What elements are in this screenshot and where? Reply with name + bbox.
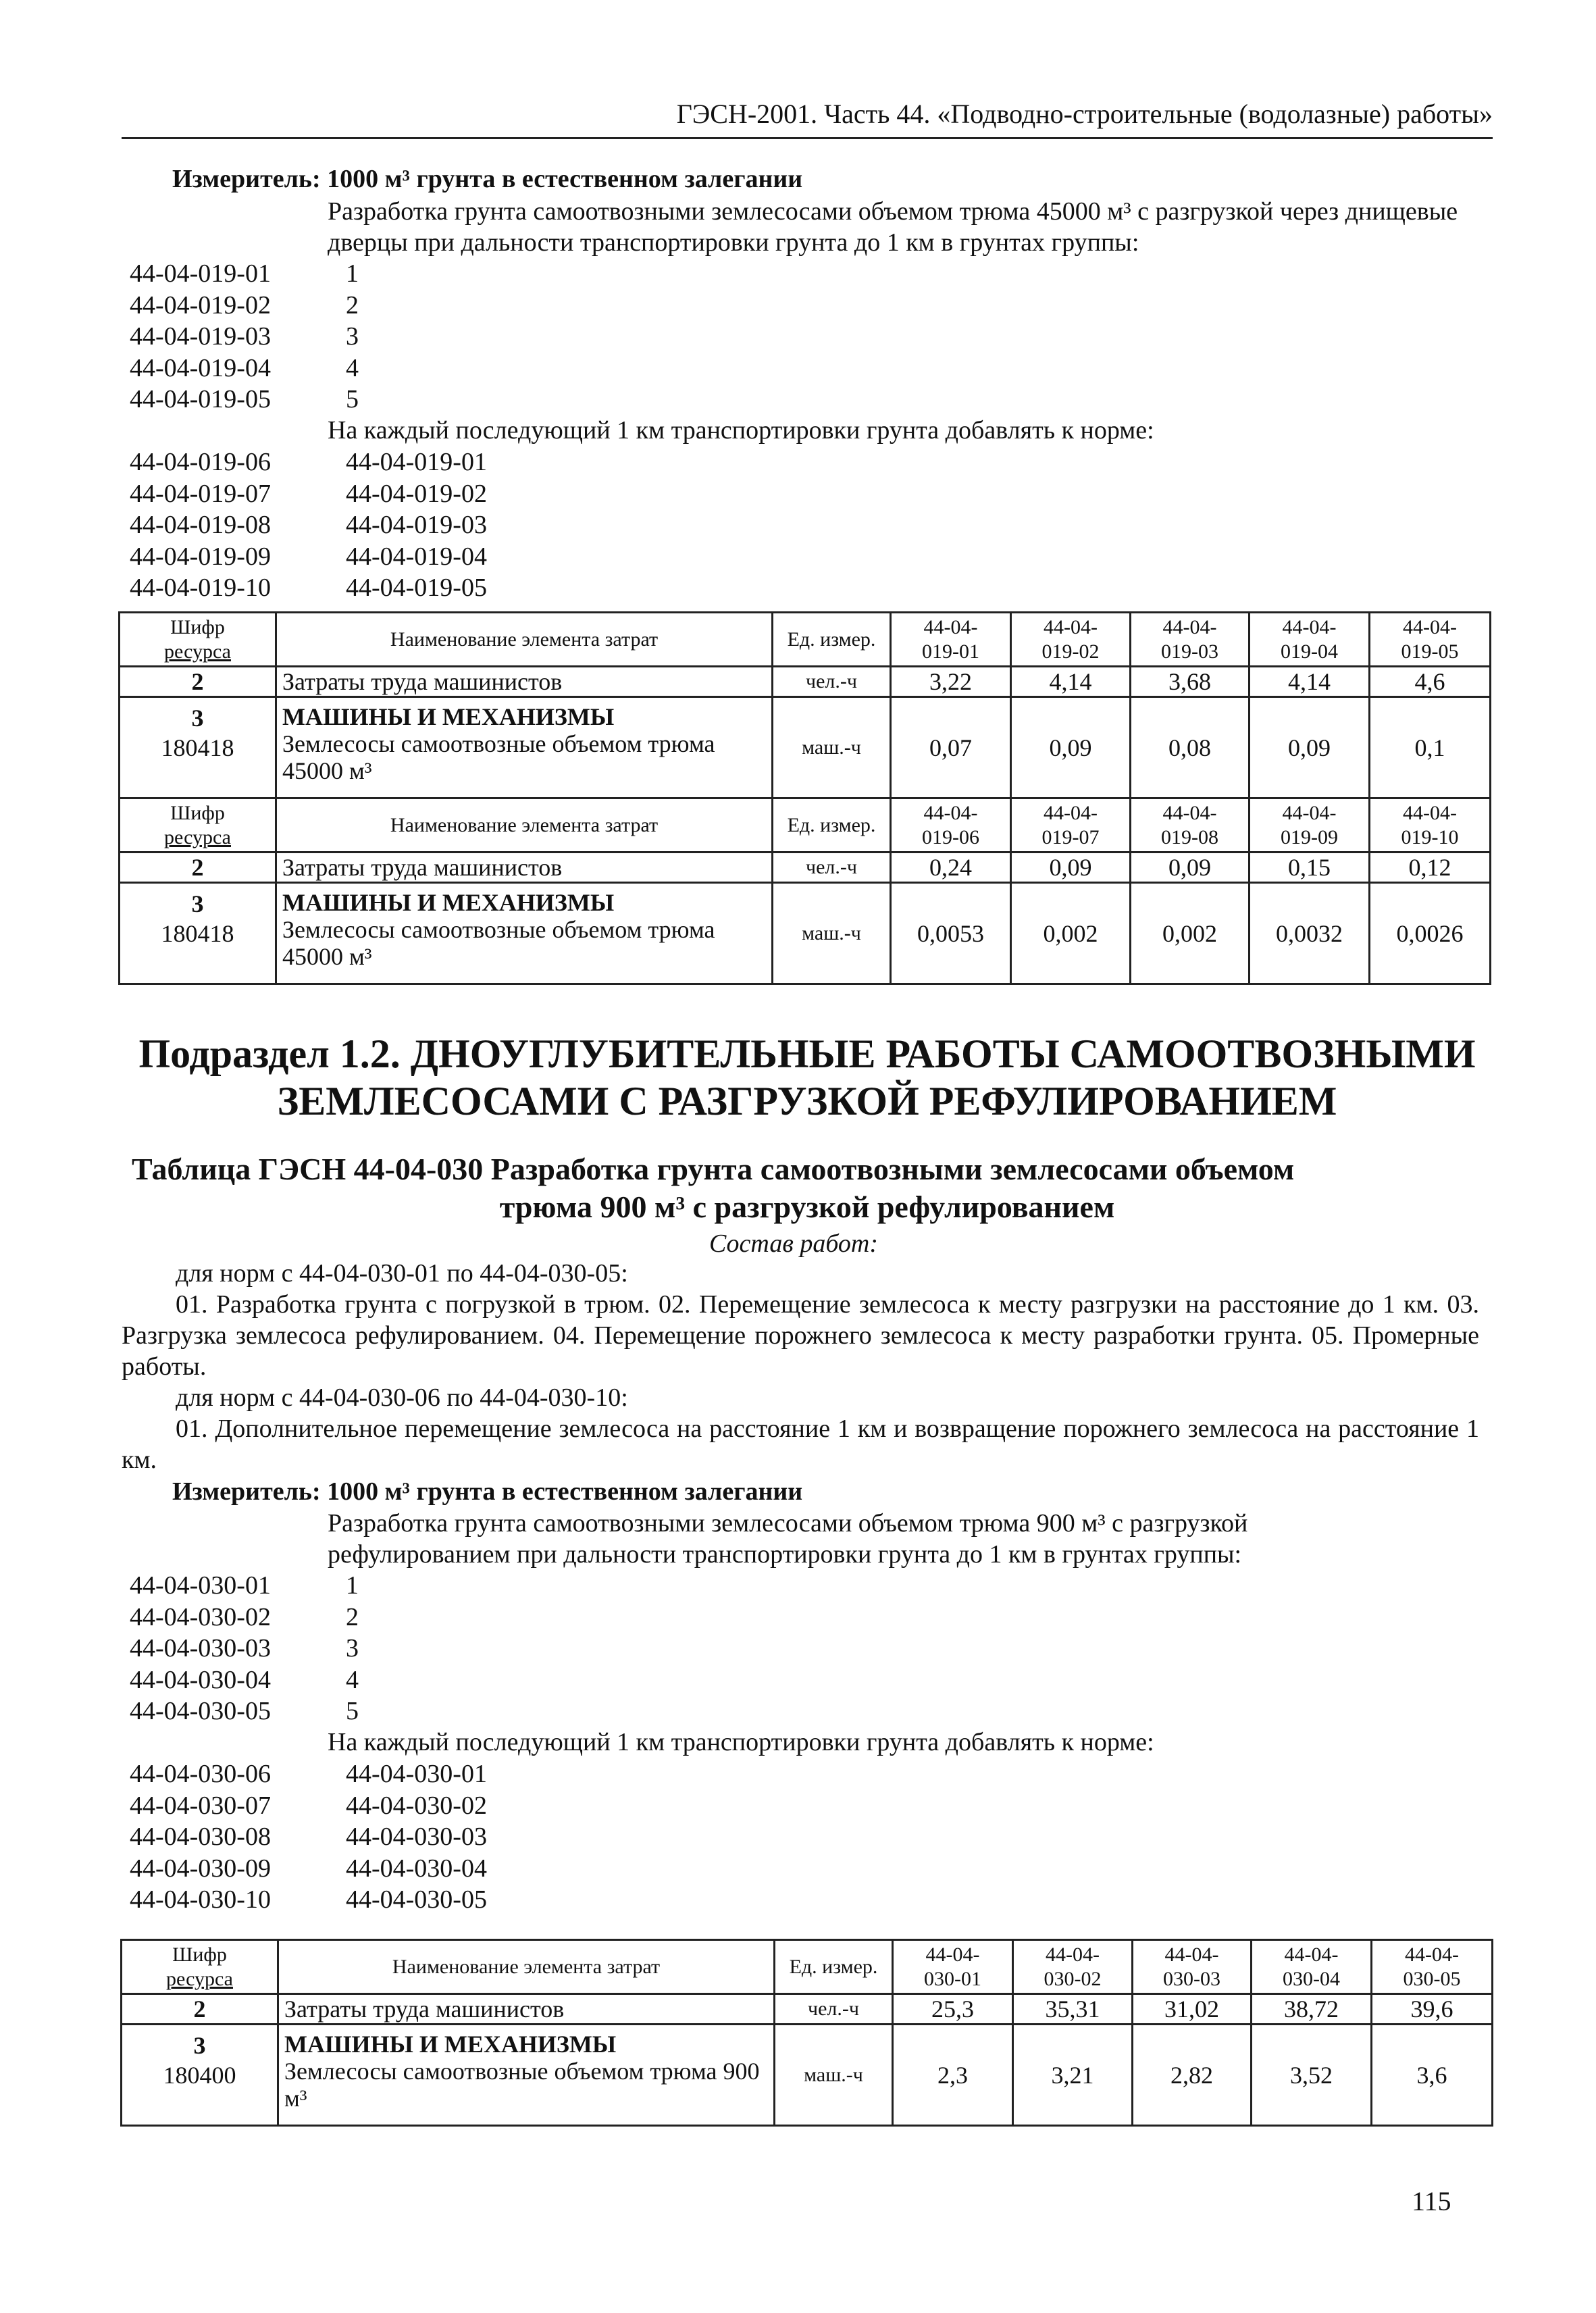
resource-name: МАШИНЫ И МЕХАНИЗМЫ Землесосы самоотвозные объемом трюма 45000 м³ — [276, 883, 773, 984]
resource-name: Затраты труда машинистов — [276, 853, 773, 883]
col-header: 44-04- 019-03 — [1131, 613, 1250, 667]
code-row: 44-04-030-07 44-04-030-02 — [130, 1791, 487, 1820]
code-row: 44-04-019-05 5 — [130, 385, 359, 413]
measure-label: Измеритель: — [172, 1477, 321, 1506]
section1-groups — [130, 258, 359, 415]
col-header: 44-04- 030-03 — [1133, 1940, 1252, 1994]
col-header: 44-04- 030-01 — [893, 1940, 1013, 1994]
name-header: Наименование элемента затрат — [276, 613, 773, 667]
code-row: 44-04-019-09 44-04-019-04 — [130, 542, 487, 571]
table-cell: 0,1 — [1370, 697, 1491, 798]
table-cell: 2,3 — [893, 2025, 1013, 2126]
resource-unit: маш.-ч — [773, 883, 891, 984]
measure-line-1 — [172, 164, 802, 194]
code-row: 44-04-019-10 44-04-019-05 — [130, 574, 487, 602]
measure-label: Измеритель: — [172, 165, 321, 193]
table-cell: 3,22 — [891, 667, 1011, 697]
page-number: 115 — [1412, 2186, 1451, 2216]
table-cell: 0,09 — [1011, 697, 1131, 798]
resource-code: 3 180400 — [122, 2025, 278, 2126]
table-cell: 0,0032 — [1250, 883, 1370, 984]
table-cell: 35,31 — [1013, 1994, 1133, 2025]
table-title-line: Таблица ГЭСН 44-04-030 Разработка грунта самоотвозными землесосами объемом — [132, 1152, 1295, 1186]
section2-description: Разработка грунта самоотвозными землесосами объемом трюма 900 м³ с разгрузкой рефулированием при дальности транспортировки грунта до 1 км в грунтах группы: — [328, 1509, 1248, 1569]
code-row: 44-04-019-01 1 — [130, 259, 359, 288]
table-cell: 0,07 — [891, 697, 1011, 798]
table-cell: 0,15 — [1250, 853, 1370, 883]
code-row: 44-04-019-06 44-04-019-01 — [130, 448, 487, 476]
col-header: 44-04- 019-06 — [891, 798, 1011, 853]
table-cell: 4,6 — [1370, 667, 1491, 697]
code-row: 44-04-019-03 3 — [130, 322, 359, 351]
resource-unit: маш.-ч — [773, 697, 891, 798]
measure-value: 1000 м³ грунта в естественном залегании — [327, 1477, 803, 1506]
cipher-header: Шифр ресурса — [120, 613, 276, 667]
name-header: Наименование элемента затрат — [278, 1940, 775, 1994]
resource-code: 3 180418 — [120, 883, 276, 984]
resource-name: Затраты труда машинистов — [278, 1994, 775, 2025]
resource-unit: маш.-ч — [775, 2025, 893, 2126]
running-header: ГЭСН-2001. Часть 44. «Подводно-строительные (водолазные) работы» — [676, 99, 1493, 129]
resource-code: 2 — [120, 667, 276, 697]
resource-unit: чел.-ч — [773, 853, 891, 883]
col-header: 44-04- 019-05 — [1370, 613, 1491, 667]
measure-line-2 — [172, 1477, 802, 1506]
cipher-header: Шифр ресурса — [120, 798, 276, 853]
code-row: 44-04-030-10 44-04-030-05 — [130, 1885, 487, 1914]
table-cell: 0,002 — [1011, 883, 1131, 984]
table-row — [122, 1994, 1493, 2025]
unit-header: Ед. измер. — [773, 613, 891, 667]
table-cell: 0,24 — [891, 853, 1011, 883]
col-header: 44-04- 019-08 — [1131, 798, 1250, 853]
work-heading: Состав работ: — [709, 1229, 879, 1258]
section2-addon-text: На каждый последующий 1 км транспортировки грунта добавлять к норме: — [328, 1728, 1154, 1756]
work-steps-2: 01. Дополнительное перемещение землесоса на расстояние 1 км и возвращение порожнего землесоса на расстояние 1 км. — [122, 1415, 1479, 1474]
subsection-title-line: ЗЕМЛЕСОСАМИ С РАЗГРУЗКОЙ РЕФУЛИРОВАНИЕМ — [277, 1079, 1337, 1123]
table-cell: 38,72 — [1252, 1994, 1372, 2025]
col-header: 44-04- 019-09 — [1250, 798, 1370, 853]
table-cell: 0,0053 — [891, 883, 1011, 984]
section2-addons — [130, 1758, 487, 1916]
col-header: 44-04- 019-07 — [1011, 798, 1131, 853]
code-row: 44-04-019-04 4 — [130, 353, 359, 382]
table-cell: 31,02 — [1133, 1994, 1252, 2025]
code-row: 44-04-030-06 44-04-030-01 — [130, 1760, 487, 1788]
table-cell: 4,14 — [1011, 667, 1131, 697]
resource-name: МАШИНЫ И МЕХАНИЗМЫ Землесосы самоотвозные объемом трюма 45000 м³ — [276, 697, 773, 798]
resource-name: Затраты труда машинистов — [276, 667, 773, 697]
code-row: 44-04-019-07 44-04-019-02 — [130, 479, 487, 508]
resource-unit: чел.-ч — [773, 667, 891, 697]
measure-value: 1000 м³ грунта в естественном залегании — [327, 165, 803, 193]
section1-addon-text: На каждый последующий 1 км транспортировки грунта добавлять к норме: — [328, 416, 1154, 444]
table-cell: 3,6 — [1372, 2025, 1493, 2126]
table-row — [120, 853, 1491, 883]
code-row: 44-04-030-03 3 — [130, 1634, 359, 1662]
cipher-header: Шифр ресурса — [122, 1940, 278, 1994]
table-cell: 3,68 — [1131, 667, 1250, 697]
table-title-line: трюма 900 м³ с разгрузкой рефулированием — [499, 1190, 1115, 1224]
table-cell: 0,09 — [1131, 853, 1250, 883]
table-cell: 2,82 — [1133, 2025, 1252, 2126]
header-rule — [122, 137, 1493, 139]
work-steps-1: 01. Разработка грунта с погрузкой в трюм. 02. Перемещение землесоса к месту разгрузки на расстояние до 1 км. 03. Разгрузка землесоса рефулированием. 04. Перемещение порожнего землесоса к месту разработки грунта. 05. Промерные работы. — [122, 1290, 1479, 1381]
code-row: 44-04-030-09 44-04-030-04 — [130, 1854, 487, 1883]
subsection-title — [122, 1030, 1493, 1125]
table-row — [120, 883, 1491, 984]
resource-unit: чел.-ч — [775, 1994, 893, 2025]
code-row: 44-04-030-02 2 — [130, 1602, 359, 1631]
resource-code: 2 — [122, 1994, 278, 2025]
code-row: 44-04-030-05 5 — [130, 1697, 359, 1725]
col-header: 44-04- 019-01 — [891, 613, 1011, 667]
resource-table-c — [120, 1939, 1493, 2127]
table-cell: 3,52 — [1252, 2025, 1372, 2126]
col-header: 44-04- 019-10 — [1370, 798, 1491, 853]
work-norms-2: для норм с 44-04-030-06 по 44-04-030-10: — [176, 1383, 628, 1412]
col-header: 44-04- 030-05 — [1372, 1940, 1493, 1994]
resource-name: МАШИНЫ И МЕХАНИЗМЫ Землесосы самоотвозные объемом трюма 900 м³ — [278, 2025, 775, 2126]
table-title — [122, 1150, 1493, 1226]
table-row — [120, 667, 1491, 697]
unit-header: Ед. измер. — [773, 798, 891, 853]
name-header: Наименование элемента затрат — [276, 798, 773, 853]
resource-code: 3 180418 — [120, 697, 276, 798]
resource-table-b — [118, 797, 1491, 985]
unit-header: Ед. измер. — [775, 1940, 893, 1994]
code-row: 44-04-030-08 44-04-030-03 — [130, 1823, 487, 1851]
table-cell: 4,14 — [1250, 667, 1370, 697]
table-row — [122, 2025, 1493, 2126]
section1-addons — [130, 447, 487, 604]
code-row: 44-04-019-08 44-04-019-03 — [130, 511, 487, 539]
col-header: 44-04- 030-04 — [1252, 1940, 1372, 1994]
table-cell: 0,12 — [1370, 853, 1491, 883]
col-header: 44-04- 019-02 — [1011, 613, 1131, 667]
code-row: 44-04-030-04 4 — [130, 1665, 359, 1694]
table-row — [120, 697, 1491, 798]
col-header: 44-04- 019-04 — [1250, 613, 1370, 667]
table-cell: 0,08 — [1131, 697, 1250, 798]
section2-groups — [130, 1570, 359, 1727]
resource-code: 2 — [120, 853, 276, 883]
table-cell: 0,002 — [1131, 883, 1250, 984]
table-cell: 3,21 — [1013, 2025, 1133, 2126]
table-cell: 0,09 — [1250, 697, 1370, 798]
table-cell: 0,09 — [1011, 853, 1131, 883]
col-header: 44-04- 030-02 — [1013, 1940, 1133, 1994]
subsection-title-line: Подраздел 1.2. ДНОУГЛУБИТЕЛЬНЫЕ РАБОТЫ САМООТВОЗНЫМИ — [138, 1032, 1476, 1076]
table-cell: 25,3 — [893, 1994, 1013, 2025]
code-row: 44-04-019-02 2 — [130, 290, 359, 320]
section1-description: Разработка грунта самоотвозными землесосами объемом трюма 45000 м³ с разгрузкой через днищевые дверцы при дальности транспортировки грунта до 1 км в грунтах группы: — [328, 197, 1458, 257]
work-norms-1: для норм с 44-04-030-01 по 44-04-030-05: — [176, 1259, 628, 1288]
code-row: 44-04-030-01 1 — [130, 1571, 359, 1600]
resource-table-a — [118, 611, 1491, 799]
table-cell: 0,0026 — [1370, 883, 1491, 984]
table-cell: 39,6 — [1372, 1994, 1493, 2025]
